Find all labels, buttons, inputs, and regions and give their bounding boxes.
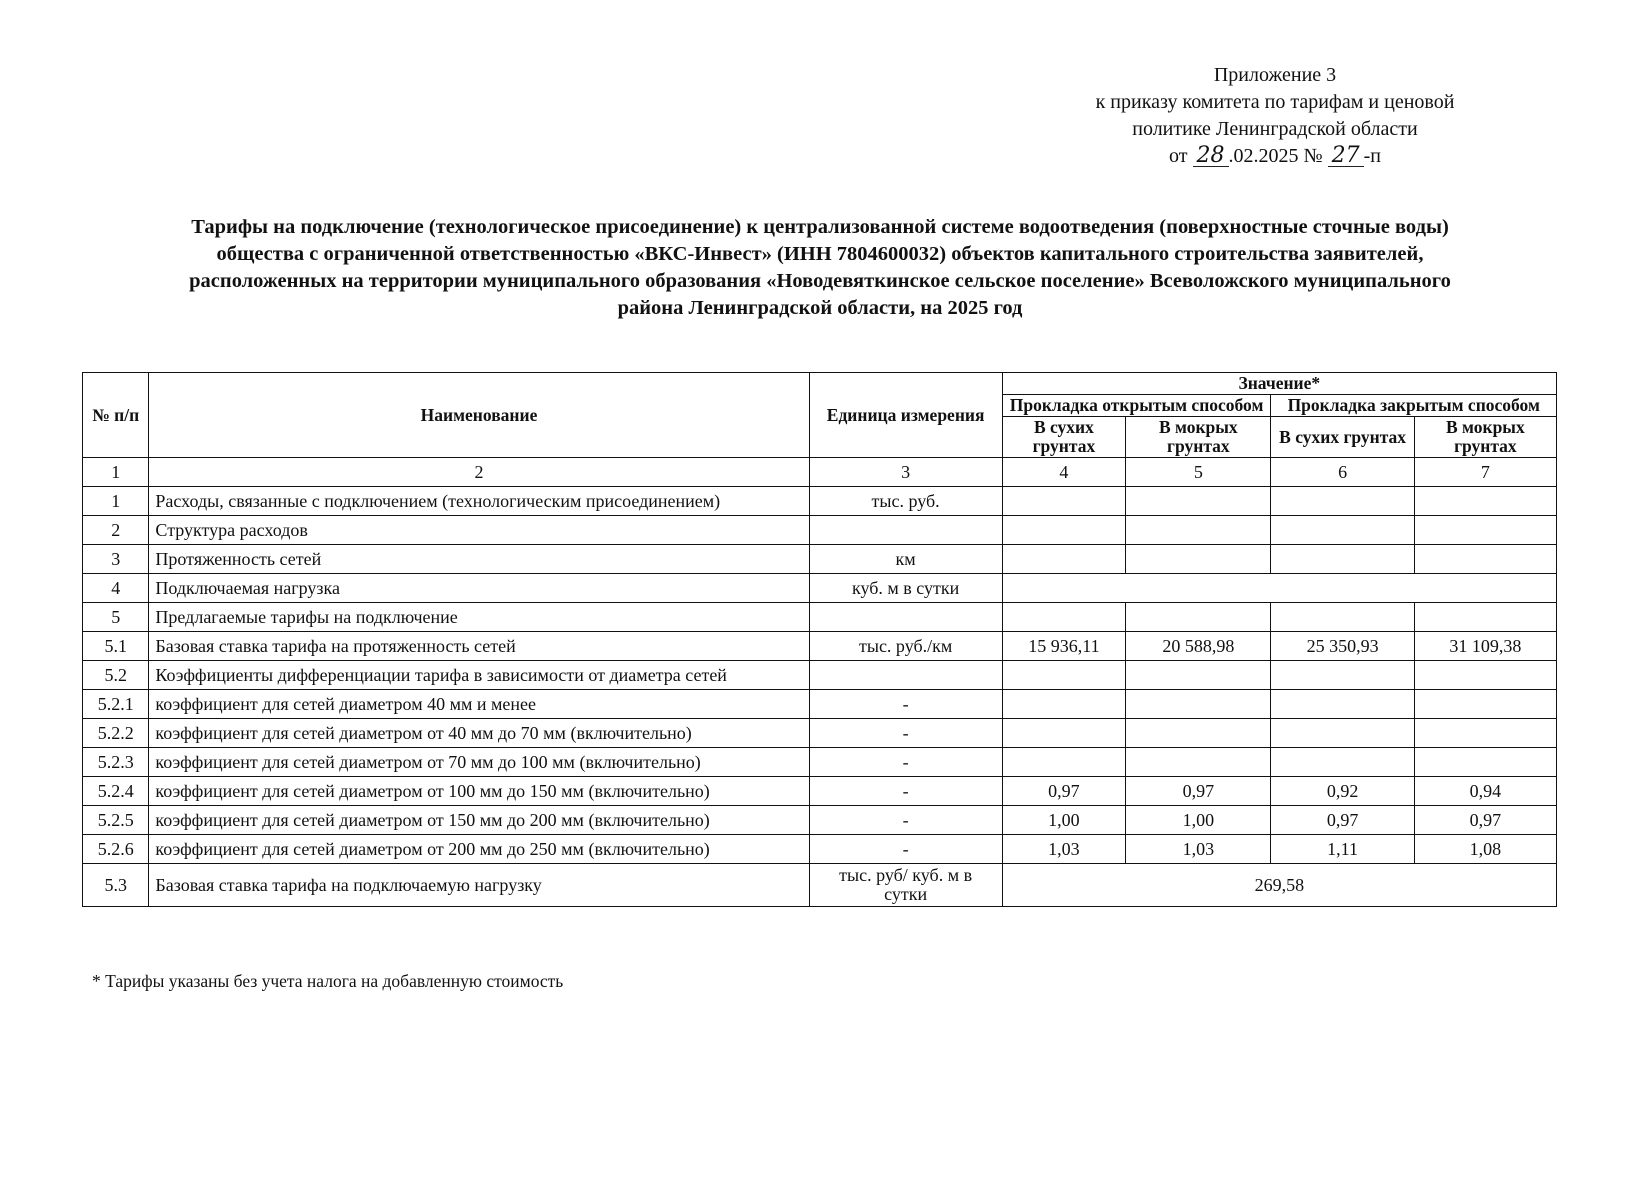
column-index: 6 <box>1271 458 1414 487</box>
table-row <box>83 690 1557 719</box>
header-name: Наименование <box>149 373 809 458</box>
row-unit: - <box>809 719 1002 748</box>
row-number: 5.2.5 <box>83 806 149 835</box>
row-value <box>1002 690 1126 719</box>
row-value <box>1271 748 1414 777</box>
header-value: Значение* <box>1002 373 1556 395</box>
row-name: Коэффициенты дифференциации тарифа в зависимости от диаметра сетей <box>149 661 809 690</box>
row-unit <box>809 661 1002 690</box>
row-value <box>1126 545 1271 574</box>
row-value <box>1002 545 1126 574</box>
row-name: Базовая ставка тарифа на подключаемую нагрузку <box>149 864 809 907</box>
row-value: 1,03 <box>1002 835 1126 864</box>
row-name: Предлагаемые тарифы на подключение <box>149 603 809 632</box>
row-value <box>1002 487 1126 516</box>
row-value <box>1414 545 1556 574</box>
table-row <box>83 806 1557 835</box>
row-value <box>1414 603 1556 632</box>
row-name: Расходы, связанные с подключением (технологическим присоединением) <box>149 487 809 516</box>
row-value <box>1271 661 1414 690</box>
row-name: Структура расходов <box>149 516 809 545</box>
title-line-3: расположенных на территории муниципального образования «Новодевяткинское сельское поселение» Всеволожского муниципального <box>189 270 1451 292</box>
title-line-1: Тарифы на подключение (технологическое присоединение) к централизованной системе водоотведения (поверхностные сточные воды) <box>191 216 1449 238</box>
footnote: * Тарифы указаны без учета налога на добавленную стоимость <box>92 971 564 991</box>
column-index-row <box>83 458 1557 487</box>
row-value <box>1271 545 1414 574</box>
header-closed-wet: В мокрых грунтах <box>1414 417 1556 458</box>
table-row <box>83 777 1557 806</box>
table-row <box>83 835 1557 864</box>
row-value: 0,97 <box>1271 806 1414 835</box>
row-value: 1,11 <box>1271 835 1414 864</box>
row-number: 5.2.4 <box>83 777 149 806</box>
row-number: 4 <box>83 574 149 603</box>
table-row <box>83 574 1557 603</box>
date-prefix: от <box>1169 145 1188 167</box>
row-name: коэффициент для сетей диаметром от 100 мм до 150 мм (включительно) <box>149 777 809 806</box>
row-number: 3 <box>83 545 149 574</box>
row-value: 0,92 <box>1271 777 1414 806</box>
row-number: 5.2.3 <box>83 748 149 777</box>
table-row <box>83 864 1557 907</box>
row-value <box>1002 603 1126 632</box>
table-row <box>83 545 1557 574</box>
row-value: 1,03 <box>1126 835 1271 864</box>
order-suffix: -п <box>1363 145 1381 167</box>
table-row <box>83 661 1557 690</box>
row-number: 5.2.6 <box>83 835 149 864</box>
row-unit: тыс. руб. <box>809 487 1002 516</box>
row-value <box>1126 661 1271 690</box>
header-unit: Единица измерения <box>809 373 1002 458</box>
header-num: № п/п <box>83 373 149 458</box>
row-value <box>1414 690 1556 719</box>
row-unit: - <box>809 690 1002 719</box>
row-value: 0,97 <box>1414 806 1556 835</box>
table-body <box>83 458 1557 907</box>
row-unit: - <box>809 806 1002 835</box>
row-value <box>1002 516 1126 545</box>
row-name: Подключаемая нагрузка <box>149 574 809 603</box>
header-open-dry: В сухих грунтах <box>1002 417 1126 458</box>
column-index: 7 <box>1414 458 1556 487</box>
column-index: 3 <box>809 458 1002 487</box>
tariffs-table <box>82 372 1557 907</box>
table-row <box>83 632 1557 661</box>
table-row <box>83 748 1557 777</box>
row-number: 5.1 <box>83 632 149 661</box>
row-name: Протяженность сетей <box>149 545 809 574</box>
row-value <box>1126 603 1271 632</box>
table-row <box>83 719 1557 748</box>
appendix-header <box>1040 62 1510 170</box>
row-value <box>1126 487 1271 516</box>
row-value: 0,97 <box>1126 777 1271 806</box>
header-open-wet: В мокрых грунтах <box>1126 417 1271 458</box>
appendix-line-3: политике Ленинградской области <box>1132 118 1418 140</box>
row-value <box>1271 516 1414 545</box>
row-value: 31 109,38 <box>1414 632 1556 661</box>
appendix-line-2: к приказу комитета по тарифам и ценовой <box>1095 91 1455 113</box>
row-value <box>1271 690 1414 719</box>
row-value <box>1126 690 1271 719</box>
row-number: 5.3 <box>83 864 149 907</box>
row-value: 1,08 <box>1414 835 1556 864</box>
row-value <box>1002 748 1126 777</box>
header-closed-dry: В сухих грунтах <box>1271 417 1414 458</box>
row-unit: - <box>809 835 1002 864</box>
header-closed-method: Прокладка закрытым способом <box>1271 395 1557 417</box>
row-unit: км <box>809 545 1002 574</box>
row-value <box>1414 748 1556 777</box>
row-number: 5.2.1 <box>83 690 149 719</box>
row-value: 1,00 <box>1126 806 1271 835</box>
row-value <box>1002 719 1126 748</box>
date-rest: .02.2025 № <box>1228 145 1323 167</box>
row-value <box>1414 661 1556 690</box>
order-number-handwritten: 27 <box>1328 146 1364 167</box>
row-value <box>1271 603 1414 632</box>
row-value <box>1414 487 1556 516</box>
row-number: 5.2 <box>83 661 149 690</box>
row-value <box>1271 719 1414 748</box>
row-value <box>1126 748 1271 777</box>
table-row <box>83 487 1557 516</box>
row-value-merged: 269,58 <box>1002 864 1556 907</box>
document-title <box>100 214 1540 322</box>
header-open-method: Прокладка открытым способом <box>1002 395 1271 417</box>
column-index: 2 <box>149 458 809 487</box>
row-name: коэффициент для сетей диаметром от 70 мм до 100 мм (включительно) <box>149 748 809 777</box>
row-number: 2 <box>83 516 149 545</box>
row-number: 5 <box>83 603 149 632</box>
row-value-merged <box>1002 574 1556 603</box>
row-value: 0,97 <box>1002 777 1126 806</box>
row-number: 1 <box>83 487 149 516</box>
row-value <box>1414 516 1556 545</box>
row-number: 5.2.2 <box>83 719 149 748</box>
row-value <box>1271 487 1414 516</box>
title-line-4: района Ленинградской области, на 2025 год <box>617 297 1023 319</box>
appendix-line-1: Приложение 3 <box>1213 64 1337 86</box>
row-unit: куб. м в сутки <box>809 574 1002 603</box>
row-name: коэффициент для сетей диаметром от 40 мм до 70 мм (включительно) <box>149 719 809 748</box>
table-row <box>83 516 1557 545</box>
row-value <box>1126 516 1271 545</box>
table-row <box>83 603 1557 632</box>
row-name: коэффициент для сетей диаметром от 150 мм до 200 мм (включительно) <box>149 806 809 835</box>
row-value <box>1414 719 1556 748</box>
column-index: 4 <box>1002 458 1126 487</box>
row-name: коэффициент для сетей диаметром от 200 мм до 250 мм (включительно) <box>149 835 809 864</box>
row-value: 0,94 <box>1414 777 1556 806</box>
row-unit: тыс. руб/ куб. м в сутки <box>809 864 1002 907</box>
row-unit <box>809 516 1002 545</box>
row-name: Базовая ставка тарифа на протяженность сетей <box>149 632 809 661</box>
row-name: коэффициент для сетей диаметром 40 мм и менее <box>149 690 809 719</box>
column-index: 1 <box>83 458 149 487</box>
column-index: 5 <box>1126 458 1271 487</box>
appendix-date-line <box>1040 143 1510 170</box>
row-value: 1,00 <box>1002 806 1126 835</box>
row-unit: - <box>809 777 1002 806</box>
row-value: 15 936,11 <box>1002 632 1126 661</box>
row-value <box>1002 661 1126 690</box>
title-line-2: общества с ограниченной ответственностью «ВКС-Инвест» (ИНН 7804600032) объектов капитального строительства заявителей, <box>216 243 1424 265</box>
row-unit: тыс. руб./км <box>809 632 1002 661</box>
date-day-handwritten: 28 <box>1193 146 1229 167</box>
row-value: 20 588,98 <box>1126 632 1271 661</box>
row-value: 25 350,93 <box>1271 632 1414 661</box>
row-unit <box>809 603 1002 632</box>
row-unit: - <box>809 748 1002 777</box>
row-value <box>1126 719 1271 748</box>
